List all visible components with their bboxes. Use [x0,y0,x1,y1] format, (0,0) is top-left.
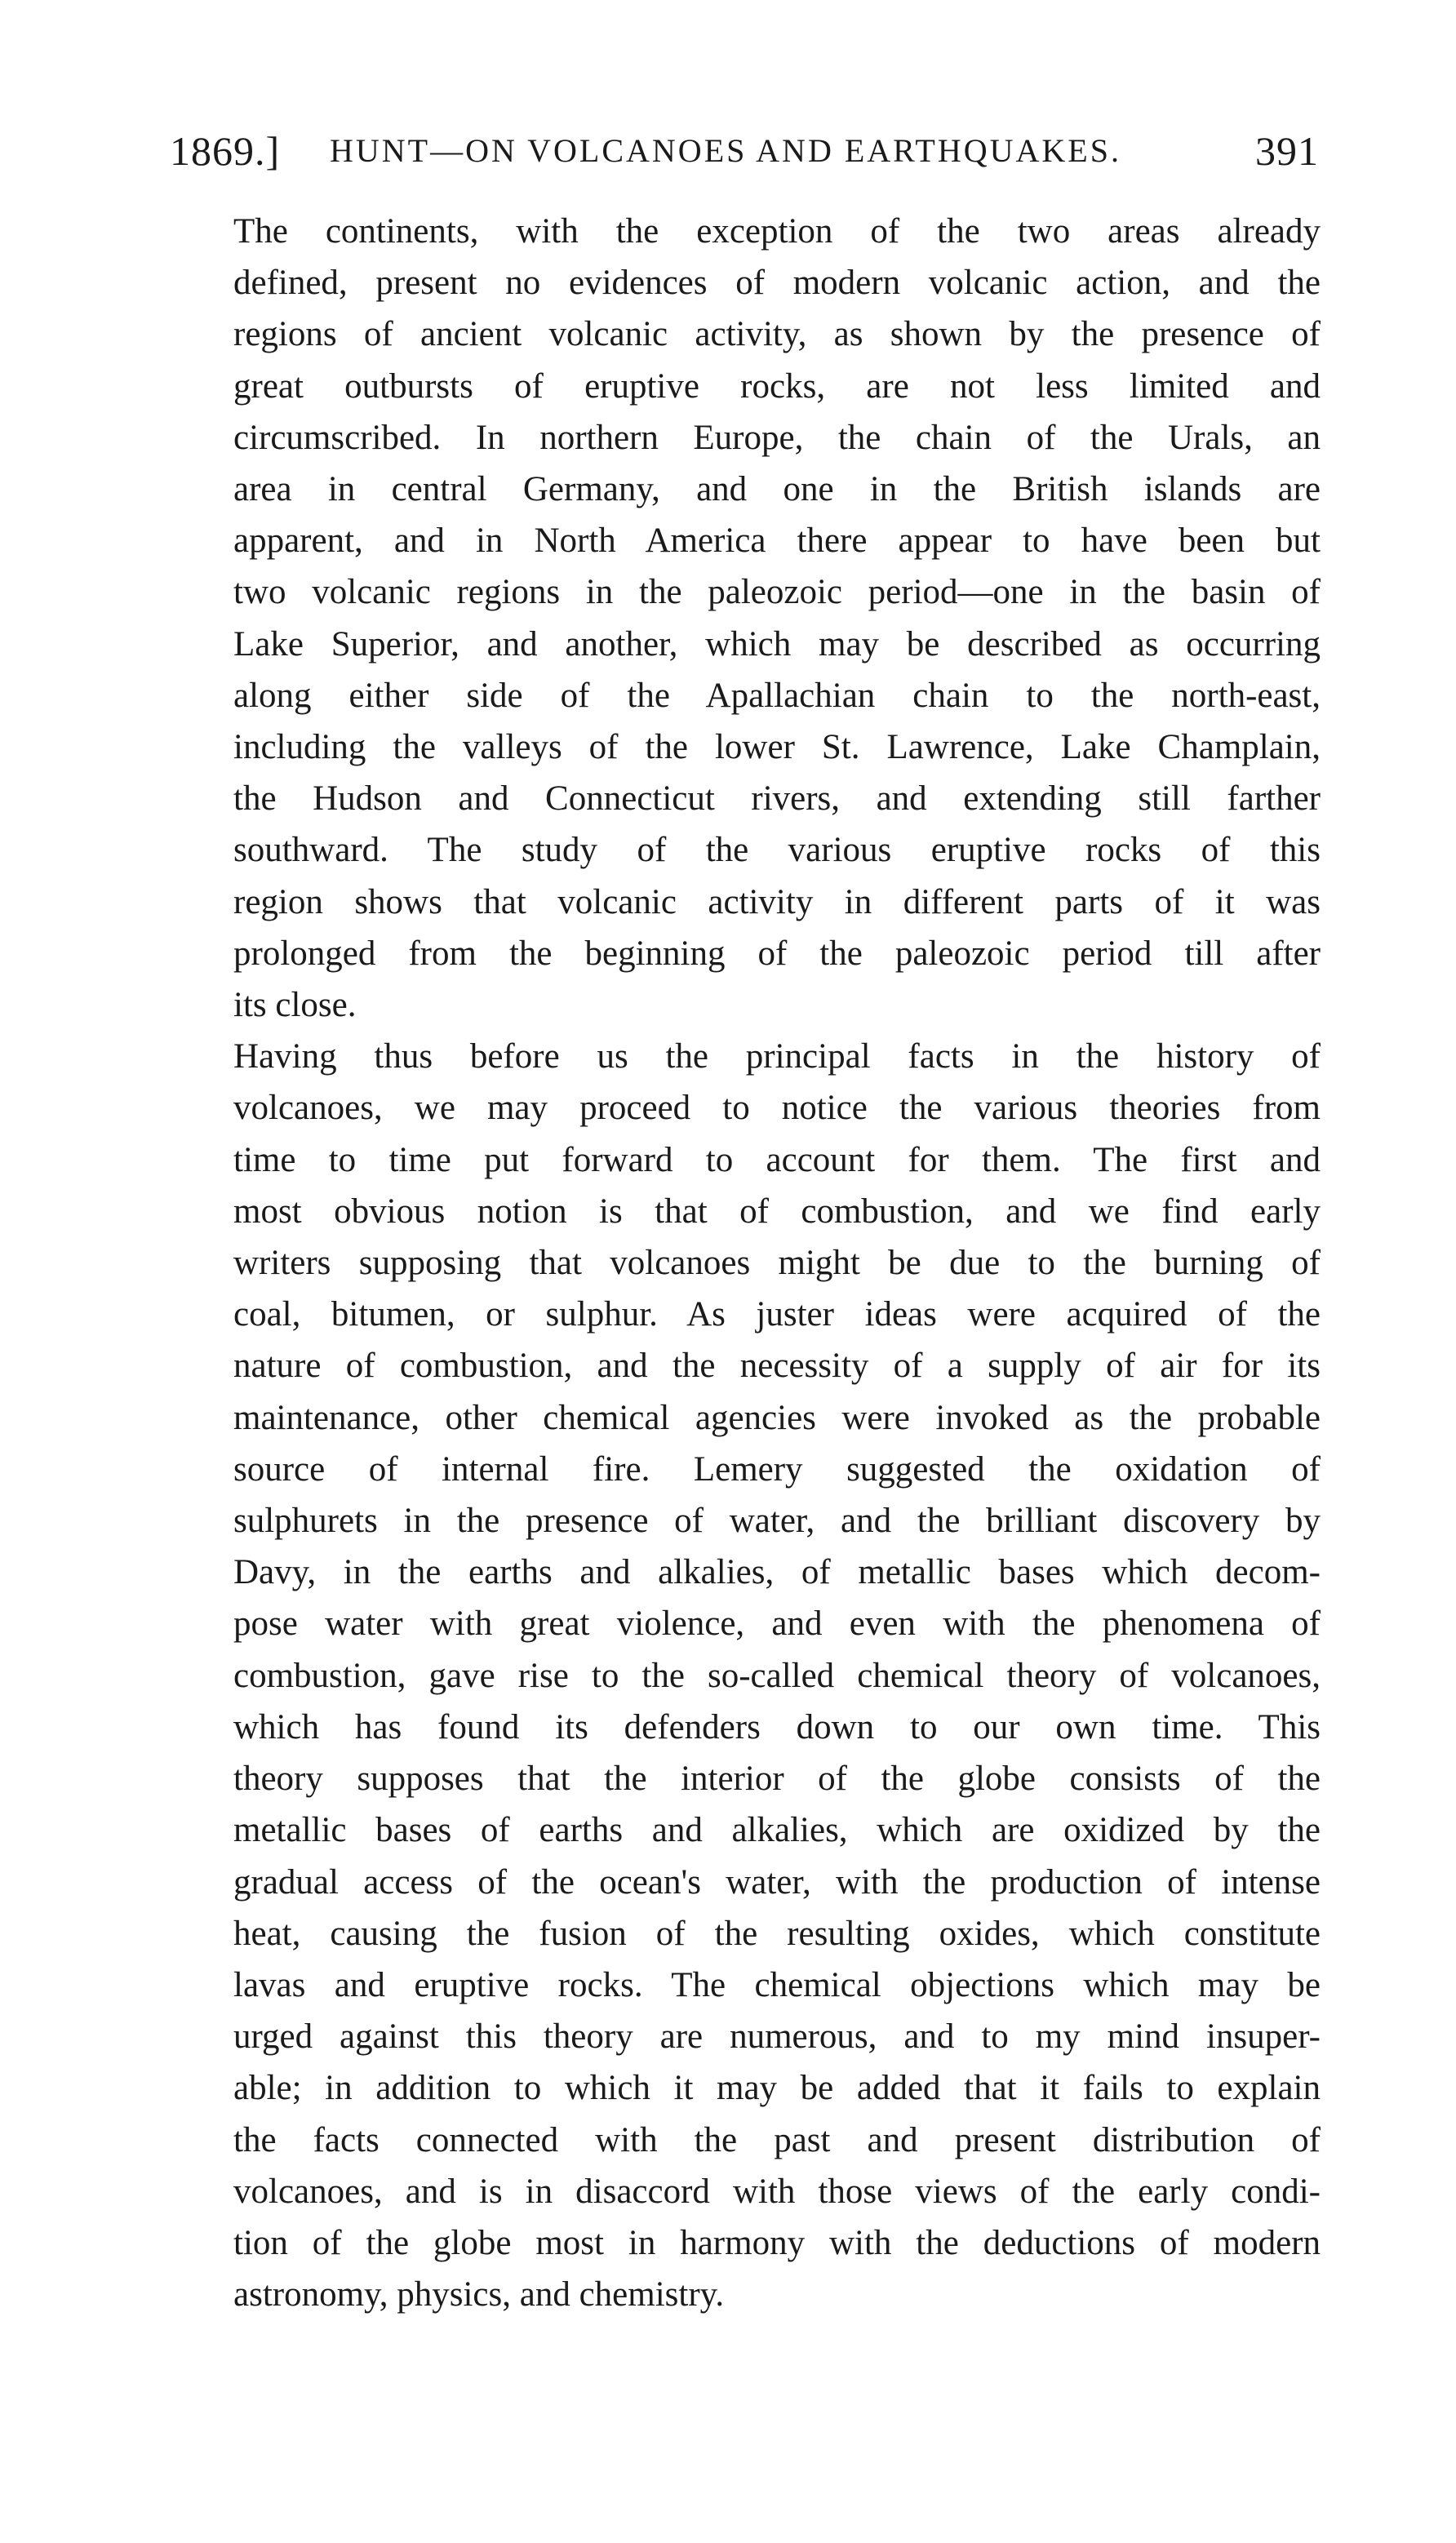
text-line: Lake Superior, and another, which may be described as occurring [233,624,1321,663]
text-line: maintenance, other chemical agencies were invoked as the probable [233,1398,1321,1437]
body-text [170,206,1321,2320]
text-line: Having thus before us the principal facts in the history of [233,1037,1321,1076]
text-line: circumscribed. In northern Europe, the chain of the Urals, an [233,418,1321,457]
text-line: which has found its defenders down to our own time. This [233,1707,1321,1746]
paragraph-continents [170,206,1321,1031]
text-line: along either side of the Apallachian chain to the north-east, [233,676,1321,715]
text-line: urged against this theory are numerous, and to my mind insuper- [233,2017,1321,2057]
text-line: metallic bases of earths and alkalies, which are oxidized by the [233,1811,1321,1850]
text-line: apparent, and in North America there appear to have been but [233,521,1321,561]
text-line: the Hudson and Connecticut rivers, and extending still farther [233,779,1321,819]
running-head [170,122,1319,180]
text-line: time to time put forward to account for them. The first and [233,1140,1321,1179]
text-line: theory supposes that the interior of the globe consists of the [233,1760,1321,1799]
paragraph-volcano-theories [170,1031,1321,2320]
text-line: most obvious notion is that of combustion, and we find early [233,1192,1321,1231]
text-line: able; in addition to which it may be added that it fails to explain [233,2069,1321,2108]
text-line: great outbursts of eruptive rocks, are not less limited and [233,366,1321,406]
text-line: writers supposing that volcanoes might be due to the burning of [233,1244,1321,1283]
text-line: lavas and eruptive rocks. The chemical objections which may be [233,1965,1321,2004]
text-line: southward. The study of the various eruptive rocks of this [233,831,1321,870]
page-number: 391 [1255,128,1319,174]
text-line: The continents, with the exception of the two areas already [233,212,1321,251]
text-line: tion of the globe most in harmony with the deductions of modern [233,2223,1321,2262]
text-line: pose water with great violence, and even with the phenomena of [233,1604,1321,1644]
text-line: nature of combustion, and the necessity of a supply of air for its [233,1347,1321,1386]
text-line: including the valleys of the lower St. Lawrence, Lake Champlain, [233,728,1321,767]
text-line: Davy, in the earths and alkalies, of metallic bases which decom- [233,1553,1321,1592]
text-line: source of internal fire. Lemery suggested the oxidation of [233,1449,1321,1489]
running-head-year: 1869.] [170,128,281,174]
running-head-title: HUNT—ON VOLCANOES AND EARTHQUAKES. [330,132,1121,169]
text-line: volcanoes, and is in disaccord with those views of the early condi- [233,2172,1321,2211]
text-line: its close. [233,986,357,1025]
text-line: region shows that volcanic activity in different parts of it was [233,882,1321,921]
text-line: regions of ancient volcanic activity, as shown by the presence of [233,315,1321,354]
text-line: sulphurets in the presence of water, and the brilliant discovery by [233,1502,1321,1541]
text-line: combustion, gave rise to the so-called chemical theory of volcanoes, [233,1656,1321,1695]
text-line: the facts connected with the past and present distribution of [233,2120,1321,2159]
text-line: volcanoes, we may proceed to notice the various theories from [233,1089,1321,1128]
text-line: heat, causing the fusion of the resulting oxides, which constitute [233,1914,1321,1953]
text-line: coal, bitumen, or sulphur. As juster ideas were acquired of the [233,1295,1321,1334]
text-line: defined, present no evidences of modern volcanic action, and the [233,264,1321,303]
text-line: two volcanic regions in the paleozoic period—one in the basin of [233,573,1321,612]
text-line: gradual access of the ocean's water, with the production of intense [233,1862,1321,1902]
text-line: area in central Germany, and one in the British islands are [233,470,1321,509]
text-line: astronomy, physics, and chemistry. [233,2275,725,2314]
text-line: prolonged from the beginning of the paleozoic period till after [233,934,1321,973]
